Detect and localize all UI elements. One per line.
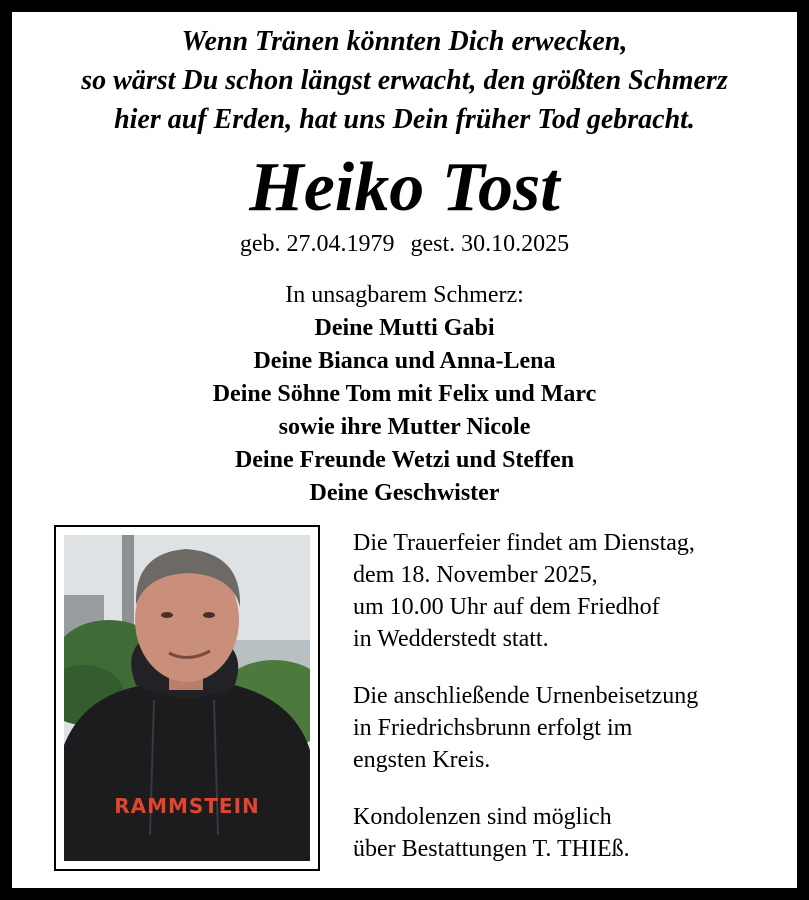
death-date: gest. 30.10.2025: [410, 231, 570, 257]
verse-line: Wenn Tränen könnten Dich erwecken,: [181, 26, 628, 57]
mourner-line: Deine Geschwister: [309, 480, 500, 506]
mourner-line: sowie ihre Mutter Nicole: [278, 414, 531, 440]
birth-date: geb. 27.04.1979: [239, 231, 395, 257]
mourner-line: Deine Bianca und Anna-Lena: [253, 348, 556, 374]
verse-line: hier auf Erden, hat uns Dein früher Tod gebracht.: [114, 104, 695, 135]
ceremony-line: dem 18. November 2025,: [353, 562, 598, 588]
urn-line: Die anschließende Urnenbeisetzung: [353, 683, 699, 709]
funeral-info: [353, 527, 783, 890]
ceremony-line: Die Trauerfeier findet am Dienstag,: [353, 530, 695, 556]
condolences-paragraph: [353, 801, 783, 865]
mourners-list: [0, 279, 809, 510]
urn-paragraph: [353, 680, 783, 776]
urn-line: engsten Kreis.: [353, 747, 491, 773]
deceased-name: Heiko Tost: [249, 149, 560, 226]
mourner-line: Deine Freunde Wetzi und Steffen: [234, 447, 575, 473]
mourners-intro: In unsagbarem Schmerz:: [285, 282, 524, 308]
life-dates: [0, 228, 809, 260]
mourner-line: Deine Mutti Gabi: [314, 315, 495, 341]
ceremony-paragraph: [353, 527, 783, 655]
ceremony-line: in Wedderstedt statt.: [353, 626, 549, 652]
condolences-line: Kondolenzen sind möglich: [353, 804, 612, 830]
memorial-verse: [0, 22, 809, 139]
portrait-frame: [54, 525, 320, 871]
ceremony-line: um 10.00 Uhr auf dem Friedhof: [353, 594, 660, 620]
condolences-line: über Bestattungen T. THIEß.: [353, 836, 630, 862]
shirt-print-text: RAMMSTEIN: [114, 794, 260, 818]
verse-line: so wärst Du schon längst erwacht, den größten Schmerz: [81, 65, 728, 96]
urn-line: in Friedrichsbrunn erfolgt im: [353, 715, 633, 741]
portrait-photo: [64, 535, 310, 861]
mourner-line: Deine Söhne Tom mit Felix und Marc: [212, 381, 597, 407]
